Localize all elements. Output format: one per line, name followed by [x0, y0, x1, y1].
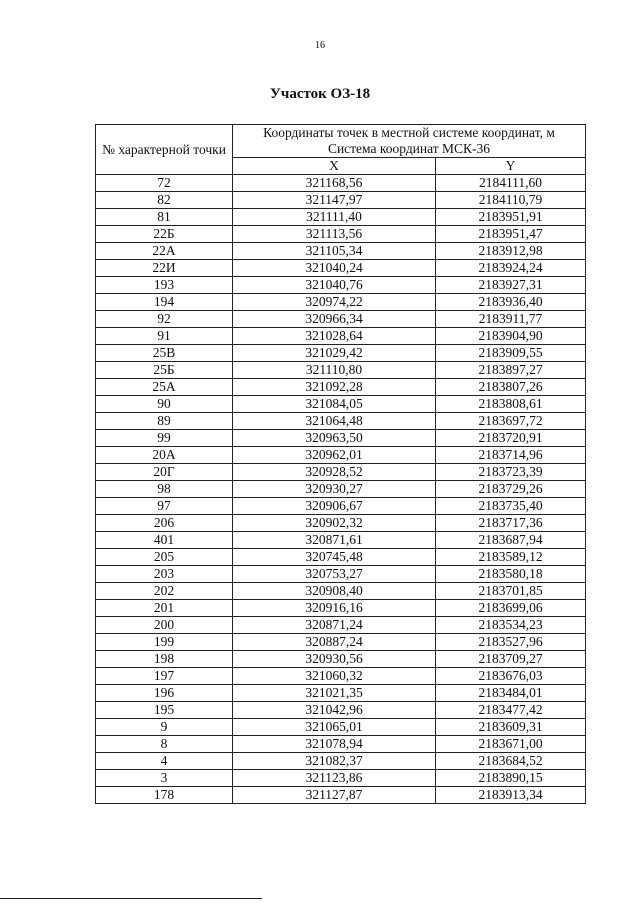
cell-y: 2183709,27	[436, 651, 586, 668]
cell-point: 98	[96, 481, 233, 498]
page-number: 16	[315, 40, 325, 51]
cell-point: 72	[96, 175, 233, 192]
section-title: Участок ОЗ-18	[269, 86, 371, 102]
cell-y: 2183717,36	[436, 515, 586, 532]
cell-y: 2183534,23	[436, 617, 586, 634]
cell-y: 2183808,61	[436, 396, 586, 413]
cell-x: 320930,27	[233, 481, 436, 498]
cell-x: 321092,28	[233, 379, 436, 396]
cell-point: 201	[96, 600, 233, 617]
cell-y: 2183912,98	[436, 243, 586, 260]
cell-y: 2183897,27	[436, 362, 586, 379]
cell-point: 4	[96, 753, 233, 770]
cell-y: 2183951,91	[436, 209, 586, 226]
cell-x: 321060,32	[233, 668, 436, 685]
table-row	[96, 498, 586, 515]
cell-x: 320887,24	[233, 634, 436, 651]
cell-y: 2183699,06	[436, 600, 586, 617]
footnote-rule	[0, 898, 262, 899]
cell-x: 320928,52	[233, 464, 436, 481]
table-row	[96, 549, 586, 566]
cell-x: 321040,24	[233, 260, 436, 277]
cell-x: 321064,48	[233, 413, 436, 430]
cell-x: 321029,42	[233, 345, 436, 362]
cell-y: 2183687,94	[436, 532, 586, 549]
table-header-row	[96, 125, 586, 158]
cell-x: 321123,86	[233, 770, 436, 787]
cell-y: 2183684,52	[436, 753, 586, 770]
table-row	[96, 209, 586, 226]
table-row	[96, 702, 586, 719]
table-row	[96, 566, 586, 583]
table-row	[96, 668, 586, 685]
table-row	[96, 753, 586, 770]
cell-x: 320916,16	[233, 600, 436, 617]
cell-y: 2183729,26	[436, 481, 586, 498]
table-row	[96, 260, 586, 277]
cell-y: 2183701,85	[436, 583, 586, 600]
table-row	[96, 634, 586, 651]
cell-y: 2183714,96	[436, 447, 586, 464]
cell-point: 193	[96, 277, 233, 294]
table-row	[96, 277, 586, 294]
cell-x: 321111,40	[233, 209, 436, 226]
table-row	[96, 464, 586, 481]
cell-point: 194	[96, 294, 233, 311]
cell-point: 22А	[96, 243, 233, 260]
cell-y: 2184111,60	[436, 175, 586, 192]
header-point-number: № характерной точки	[96, 125, 233, 175]
cell-point: 97	[96, 498, 233, 515]
cell-point: 202	[96, 583, 233, 600]
cell-y: 2183671,00	[436, 736, 586, 753]
cell-x: 320745,48	[233, 549, 436, 566]
cell-y: 2183527,96	[436, 634, 586, 651]
header-y: Y	[436, 158, 586, 175]
table-row	[96, 362, 586, 379]
table-row	[96, 396, 586, 413]
cell-x: 320962,01	[233, 447, 436, 464]
cell-y: 2183723,39	[436, 464, 586, 481]
cell-x: 320966,34	[233, 311, 436, 328]
cell-point: 25Б	[96, 362, 233, 379]
header-coordinates	[233, 125, 586, 158]
header-coordinates-line2: Система координат МСК-36	[327, 141, 491, 156]
cell-x: 321065,01	[233, 719, 436, 736]
cell-x: 321042,96	[233, 702, 436, 719]
table-row	[96, 617, 586, 634]
table-row	[96, 311, 586, 328]
cell-x: 321021,35	[233, 685, 436, 702]
cell-point: 199	[96, 634, 233, 651]
cell-point: 25В	[96, 345, 233, 362]
cell-point: 178	[96, 787, 233, 804]
cell-point: 81	[96, 209, 233, 226]
table-row	[96, 175, 586, 192]
cell-x: 321078,94	[233, 736, 436, 753]
cell-x: 320908,40	[233, 583, 436, 600]
cell-y: 2183904,90	[436, 328, 586, 345]
coordinates-table	[95, 124, 586, 804]
cell-y: 2183484,01	[436, 685, 586, 702]
cell-point: 203	[96, 566, 233, 583]
cell-point: 8	[96, 736, 233, 753]
table-body	[96, 175, 586, 804]
table-row	[96, 651, 586, 668]
cell-y: 2183720,91	[436, 430, 586, 447]
cell-point: 198	[96, 651, 233, 668]
cell-x: 321082,37	[233, 753, 436, 770]
cell-point: 401	[96, 532, 233, 549]
table-row	[96, 430, 586, 447]
cell-point: 206	[96, 515, 233, 532]
cell-x: 321110,80	[233, 362, 436, 379]
cell-y: 2183927,31	[436, 277, 586, 294]
table-row	[96, 770, 586, 787]
cell-point: 89	[96, 413, 233, 430]
cell-point: 22Б	[96, 226, 233, 243]
cell-y: 2183936,40	[436, 294, 586, 311]
cell-y: 2183676,03	[436, 668, 586, 685]
cell-x: 321147,97	[233, 192, 436, 209]
header-coordinates-line1: Координаты точек в местной системе координат, м	[263, 125, 555, 140]
cell-x: 321084,05	[233, 396, 436, 413]
cell-y: 2183909,55	[436, 345, 586, 362]
table-row	[96, 447, 586, 464]
cell-point: 20Г	[96, 464, 233, 481]
table-row	[96, 532, 586, 549]
cell-x: 321127,87	[233, 787, 436, 804]
cell-point: 92	[96, 311, 233, 328]
cell-x: 321105,34	[233, 243, 436, 260]
cell-x: 321113,56	[233, 226, 436, 243]
cell-y: 2183735,40	[436, 498, 586, 515]
table-row	[96, 226, 586, 243]
cell-y: 2183951,47	[436, 226, 586, 243]
cell-x: 321040,76	[233, 277, 436, 294]
table-row	[96, 345, 586, 362]
cell-x: 320871,61	[233, 532, 436, 549]
cell-y: 2183580,18	[436, 566, 586, 583]
cell-x: 321028,64	[233, 328, 436, 345]
cell-y: 2183890,15	[436, 770, 586, 787]
header-x: X	[233, 158, 436, 175]
table-row	[96, 787, 586, 804]
cell-x: 320963,50	[233, 430, 436, 447]
cell-point: 3	[96, 770, 233, 787]
table-row	[96, 192, 586, 209]
cell-point: 196	[96, 685, 233, 702]
cell-point: 195	[96, 702, 233, 719]
cell-y: 2183609,31	[436, 719, 586, 736]
cell-x: 320930,56	[233, 651, 436, 668]
cell-y: 2183697,72	[436, 413, 586, 430]
cell-point: 205	[96, 549, 233, 566]
cell-y: 2183911,77	[436, 311, 586, 328]
cell-x: 321168,56	[233, 175, 436, 192]
table-row	[96, 685, 586, 702]
cell-point: 25А	[96, 379, 233, 396]
cell-y: 2183913,34	[436, 787, 586, 804]
cell-point: 20А	[96, 447, 233, 464]
table-row	[96, 243, 586, 260]
cell-point: 82	[96, 192, 233, 209]
cell-y: 2183589,12	[436, 549, 586, 566]
table-row	[96, 481, 586, 498]
table-row	[96, 736, 586, 753]
table-row	[96, 719, 586, 736]
cell-point: 90	[96, 396, 233, 413]
cell-y: 2184110,79	[436, 192, 586, 209]
table-row	[96, 328, 586, 345]
cell-x: 320906,67	[233, 498, 436, 515]
cell-point: 22И	[96, 260, 233, 277]
cell-y: 2183807,26	[436, 379, 586, 396]
table-row	[96, 294, 586, 311]
cell-y: 2183477,42	[436, 702, 586, 719]
cell-x: 320871,24	[233, 617, 436, 634]
table-row	[96, 413, 586, 430]
table-row	[96, 583, 586, 600]
cell-point: 9	[96, 719, 233, 736]
cell-x: 320974,22	[233, 294, 436, 311]
cell-x: 320753,27	[233, 566, 436, 583]
table-row	[96, 379, 586, 396]
cell-point: 200	[96, 617, 233, 634]
cell-point: 99	[96, 430, 233, 447]
cell-point: 197	[96, 668, 233, 685]
table-row	[96, 515, 586, 532]
cell-point: 91	[96, 328, 233, 345]
cell-y: 2183924,24	[436, 260, 586, 277]
table-row	[96, 600, 586, 617]
cell-x: 320902,32	[233, 515, 436, 532]
